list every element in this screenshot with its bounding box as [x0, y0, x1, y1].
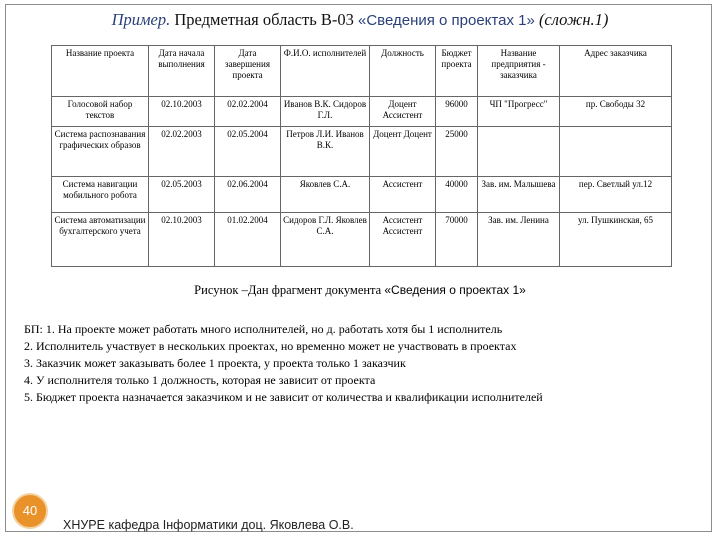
cell-customer-address: ул. Пушкинская, 65 [560, 213, 672, 267]
cell-customer-address [560, 127, 672, 177]
title-main: Предметная область B-03 [170, 10, 358, 29]
title-quoted: «Сведения о проектах 1» [357, 12, 535, 29]
cell-budget: 70000 [436, 213, 478, 267]
header-customer-address: Адрес заказчика [560, 46, 672, 97]
caption-main: Рисунок –Дан фрагмент документа [194, 283, 385, 297]
cell-project-name: Система навигации мобильного робота [52, 177, 149, 213]
header-project-name: Название проекта [52, 46, 149, 97]
cell-executors: Яковлев С.А. [281, 177, 370, 213]
cell-customer-name: Зав. им. Малышева [478, 177, 560, 213]
header-start-date: Дата начала выполнения [149, 46, 215, 97]
cell-start-date: 02.10.2003 [149, 213, 215, 267]
cell-end-date: 02.02.2004 [215, 97, 281, 127]
cell-position: Ассистент Ассистент [370, 213, 436, 267]
cell-position: Доцент Ассистент [370, 97, 436, 127]
rule-line: 4. У исполнителя только 1 должность, которая не зависит от проекта [24, 373, 376, 387]
cell-start-date: 02.10.2003 [149, 97, 215, 127]
cell-customer-address: пер. Светлый ул.12 [560, 177, 672, 213]
table-row [52, 127, 672, 177]
figure-caption [0, 283, 720, 298]
cell-executors: Иванов В.К. Сидоров Г.Л. [281, 97, 370, 127]
business-rules [24, 321, 704, 406]
table-header-row [52, 46, 672, 97]
table-row [52, 97, 672, 127]
header-position: Должность [370, 46, 436, 97]
rule-line: 3. Заказчик может заказывать более 1 проекта, у проекта только 1 заказчик [24, 356, 406, 370]
table-row [52, 177, 672, 213]
cell-project-name: Система распознавания графических образов [52, 127, 149, 177]
cell-project-name: Система автоматизации бухгалтерского учета [52, 213, 149, 267]
header-executors: Ф.И.О. исполнителей [281, 46, 370, 97]
cell-executors: Петров Л.И. Иванов В.К. [281, 127, 370, 177]
rule-line: БП: 1. На проекте может работать много исполнителей, но д. работать хотя бы 1 исполнитель [24, 322, 503, 336]
cell-end-date: 01.02.2004 [215, 213, 281, 267]
cell-start-date: 02.02.2003 [149, 127, 215, 177]
title-suffix: (сложн.1) [534, 10, 609, 29]
projects-table [51, 45, 672, 267]
cell-position: Доцент Доцент [370, 127, 436, 177]
cell-start-date: 02.05.2003 [149, 177, 215, 213]
cell-budget: 96000 [436, 97, 478, 127]
rule-line: 2. Исполнитель участвует в нескольких проектах, но временно может не участвовать в проектах [24, 339, 517, 353]
cell-position: Ассистент [370, 177, 436, 213]
cell-customer-name [478, 127, 560, 177]
page-number-badge: 40 [12, 493, 48, 529]
cell-budget: 40000 [436, 177, 478, 213]
header-end-date: Дата завершения проекта [215, 46, 281, 97]
cell-customer-name: Зав. им. Ленина [478, 213, 560, 267]
cell-executors: Сидоров Г.Л. Яковлев С.А. [281, 213, 370, 267]
cell-customer-address: пр. Свободы 32 [560, 97, 672, 127]
cell-end-date: 02.06.2004 [215, 177, 281, 213]
cell-customer-name: ЧП "Прогресс" [478, 97, 560, 127]
slide-title [0, 10, 720, 30]
cell-end-date: 02.05.2004 [215, 127, 281, 177]
rule-line: 5. Бюджет проекта назначается заказчиком и не зависит от количества и квалификации исполнителей [24, 390, 543, 404]
header-customer-name: Название предприятия - заказчика [478, 46, 560, 97]
caption-quoted: «Сведения о проектах 1» [384, 283, 526, 297]
table-row [52, 213, 672, 267]
header-budget: Бюджет проекта [436, 46, 478, 97]
title-prefix: Пример. [111, 10, 171, 29]
footer-author: ХНУРЕ кафедра Інформатики доц. Яковлева О.В. [63, 518, 354, 532]
cell-project-name: Голосовой набор текстов [52, 97, 149, 127]
cell-budget: 25000 [436, 127, 478, 177]
